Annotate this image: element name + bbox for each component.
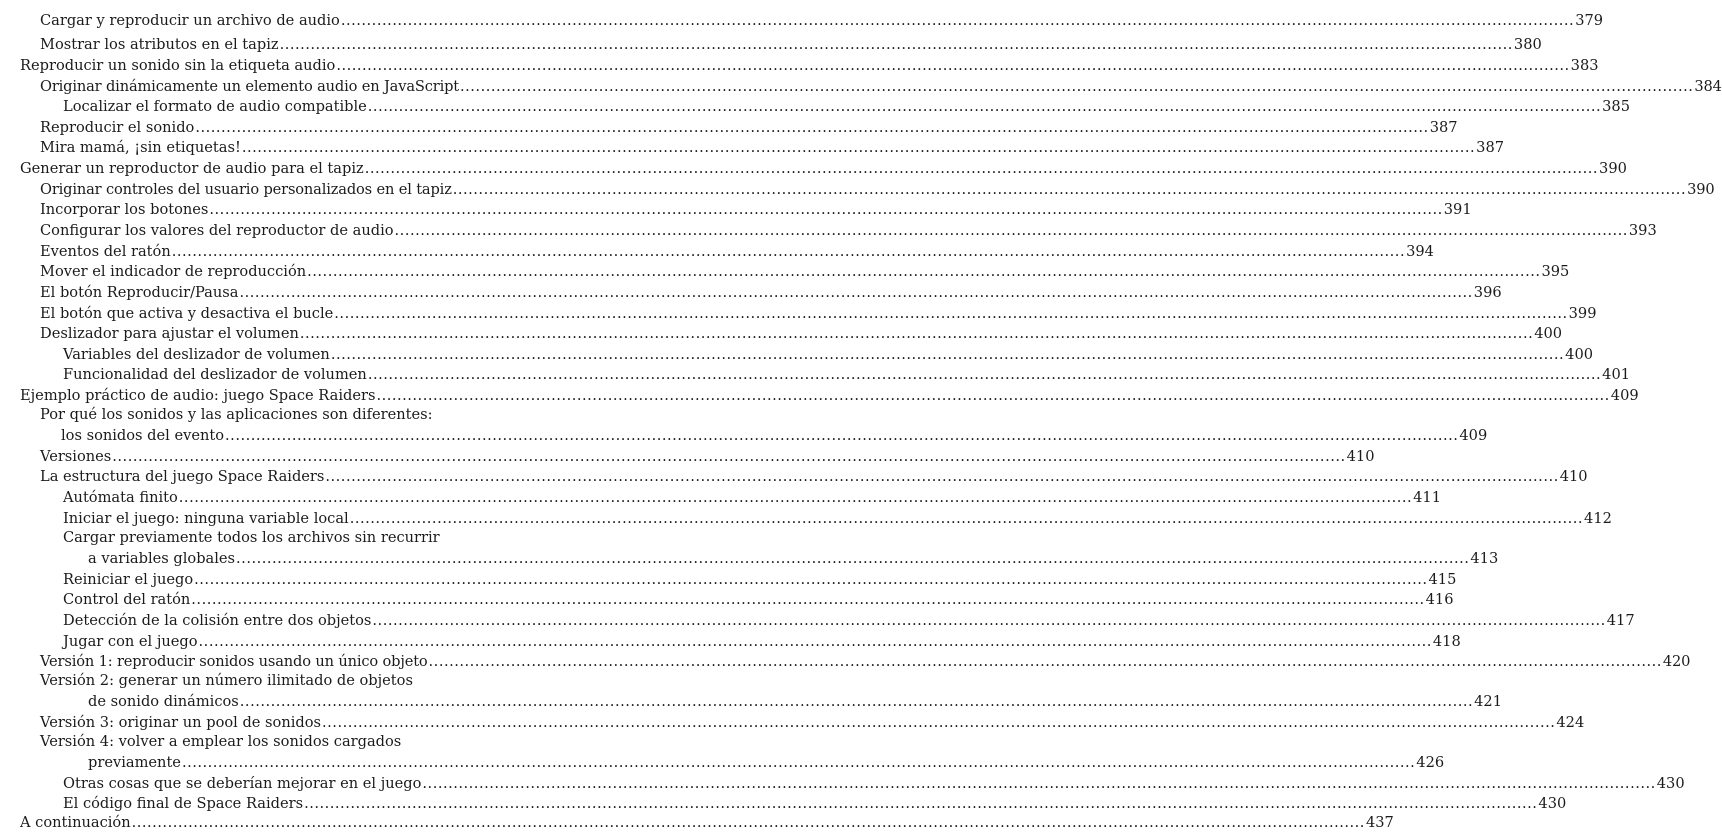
- toc-entry: [0, 221, 1657, 241]
- toc-entry-title: Iniciar el juego: ninguna variable local: [63, 510, 349, 527]
- toc-entry-page: 416: [1425, 591, 1454, 608]
- toc-entry-page: 415: [1428, 571, 1457, 588]
- toc-entry: [0, 345, 1594, 365]
- leader-dots: [453, 180, 1686, 200]
- leader-dots: [368, 97, 1601, 117]
- toc-entry-page: 393: [1628, 222, 1657, 239]
- toc-entry-title: Variables del deslizador de volumen: [63, 346, 330, 363]
- toc-entry-title: Reiniciar el juego: [63, 571, 194, 588]
- toc-entry-page: 400: [1534, 325, 1563, 342]
- toc-entry-title: Originar controles del usuario personalizados en el tapiz: [40, 181, 452, 198]
- toc-entry-page: 437: [1365, 814, 1394, 831]
- leader-dots: [395, 221, 1628, 241]
- toc-entry-page: 394: [1406, 243, 1434, 260]
- toc-entry-page: 413: [1470, 550, 1499, 567]
- toc-entry-title-continued: a variables globales: [88, 550, 236, 567]
- leader-dots: [331, 345, 1564, 365]
- toc-entry: [0, 488, 1441, 508]
- toc-entry-page: 430: [1538, 795, 1567, 812]
- leader-dots: [307, 262, 1540, 282]
- toc-entry-title: Eventos del ratón: [40, 243, 171, 260]
- toc-entry-title: Versión 2: generar un número ilimitado de objetos: [40, 672, 413, 689]
- toc-entry-title: Reproducir un sonido sin la etiqueta audio: [20, 57, 336, 74]
- toc-entry: [0, 570, 1457, 590]
- toc-entry: [0, 365, 1631, 385]
- toc-entry-title: Versión 1: reproducir sonidos usando un único objeto: [40, 653, 428, 670]
- toc-entry-title: Cargar y reproducir un archivo de audio: [40, 12, 340, 29]
- toc-entry-title: El botón Reproducir/Pausa: [40, 284, 239, 301]
- leader-dots: [195, 118, 1428, 138]
- toc-entry-page: 390: [1599, 160, 1627, 177]
- toc-entry-page: 387: [1476, 139, 1505, 156]
- toc-entry: [0, 386, 1639, 406]
- toc-entry-title: Mira mamá, ¡sin etiquetas!: [40, 139, 241, 156]
- toc-entry: [0, 426, 1488, 446]
- toc-entry-title: Por qué los sonidos y las aplicaciones son diferentes:: [40, 406, 433, 423]
- toc-entry: [0, 35, 1542, 55]
- toc-entry-title-continued: de sonido dinámicos: [88, 693, 239, 710]
- toc-entry-page: 418: [1432, 633, 1461, 650]
- leader-dots: [300, 324, 1533, 344]
- leader-dots: [239, 283, 1472, 303]
- leader-dots: [240, 692, 1473, 712]
- toc-entry-title: Cargar previamente todos los archivos sin recurrir: [63, 529, 440, 546]
- toc-entry-page: 400: [1565, 346, 1594, 363]
- toc-entry: [0, 467, 1588, 487]
- toc-entry-page: 390: [1687, 181, 1715, 198]
- toc-entry-title: Configurar los valores del reproductor de audio: [40, 222, 394, 239]
- toc-entry-page: 409: [1610, 387, 1639, 404]
- leader-dots: [242, 138, 1475, 158]
- toc-entry-page: 417: [1606, 612, 1635, 629]
- toc-entry-title: Jugar con el juego: [63, 633, 198, 650]
- leader-dots: [191, 590, 1424, 610]
- toc-entry: [0, 118, 1458, 138]
- toc-entry: [0, 774, 1685, 794]
- leader-dots: [304, 794, 1537, 814]
- toc-entry: [0, 692, 1502, 712]
- toc-entry-page: 410: [1559, 468, 1588, 485]
- toc-entry-title: Mostrar los atributos en el tapiz: [40, 36, 279, 53]
- toc-entry: [0, 509, 1612, 529]
- toc-entry: [0, 159, 1627, 179]
- toc-entry-page: 396: [1473, 284, 1502, 301]
- toc-entry: [0, 652, 1691, 672]
- toc-entry: [0, 549, 1499, 569]
- toc-entry: [0, 304, 1597, 324]
- toc-entry-title: Localizar el formato de audio compatible: [63, 98, 367, 115]
- toc-entry-page: 424: [1556, 714, 1585, 731]
- toc-entry: [0, 56, 1599, 76]
- toc-entry-wrapped: [0, 732, 620, 752]
- leader-dots: [350, 509, 1583, 529]
- toc-entry-title: Control del ratón: [63, 591, 191, 608]
- toc-entry: [0, 200, 1472, 220]
- toc-entry: [0, 632, 1461, 652]
- toc-entry: [0, 324, 1563, 344]
- toc-entry: [0, 713, 1585, 733]
- leader-dots: [334, 304, 1567, 324]
- toc-entry: [0, 590, 1454, 610]
- toc-entry-page: 420: [1662, 653, 1691, 670]
- toc-entry-title: Versiones: [40, 448, 112, 465]
- leader-dots: [172, 242, 1405, 262]
- leader-dots: [376, 386, 1609, 406]
- toc-entry-page: 421: [1474, 693, 1502, 710]
- toc-entry-page: 385: [1602, 98, 1630, 115]
- toc-entry-wrapped: [0, 671, 620, 691]
- leader-dots: [429, 652, 1662, 672]
- leader-dots: [182, 753, 1415, 773]
- toc-entry-page: 412: [1584, 510, 1612, 527]
- leader-dots: [322, 713, 1555, 733]
- leader-dots: [236, 549, 1469, 569]
- leader-dots: [372, 611, 1605, 631]
- toc-entry-page: 410: [1346, 448, 1375, 465]
- toc-entry-title: Versión 4: volver a emplear los sonidos cargados: [40, 733, 402, 750]
- toc-entry-title-continued: los sonidos del evento: [61, 427, 225, 444]
- toc-entry: [0, 138, 1505, 158]
- leader-dots: [325, 467, 1558, 487]
- toc-entry-page: 384: [1694, 78, 1722, 95]
- toc-entry-title: Originar dinámicamente un elemento audio en JavaScript: [40, 78, 460, 95]
- leader-dots: [341, 11, 1574, 31]
- toc-entry-title: Deslizador para ajustar el volumen: [40, 325, 299, 342]
- toc-entry: [0, 180, 1715, 200]
- toc-entry-title: Autómata finito: [63, 489, 178, 506]
- toc-entry-title: Generar un reproductor de audio para el tapiz: [20, 160, 364, 177]
- leader-dots: [209, 200, 1442, 220]
- toc-entry: [0, 242, 1434, 262]
- toc-entry-title: El botón que activa y desactiva el bucle: [40, 305, 334, 322]
- toc-entry-page: 387: [1429, 119, 1458, 136]
- toc-entry: [0, 283, 1502, 303]
- toc-entry: [0, 77, 1722, 97]
- toc-entry-page: 426: [1416, 754, 1445, 771]
- leader-dots: [225, 426, 1458, 446]
- toc-entry-page: 380: [1513, 36, 1542, 53]
- toc-entry: [0, 813, 1394, 833]
- leader-dots: [365, 159, 1598, 179]
- toc-entry-title: El código final de Space Raiders: [63, 795, 304, 812]
- toc-entry-title: Reproducir el sonido: [40, 119, 195, 136]
- leader-dots: [422, 774, 1655, 794]
- toc-entry: [0, 11, 1604, 31]
- toc-entry-page: 430: [1656, 775, 1685, 792]
- toc-entry: [0, 447, 1375, 467]
- toc-entry: [0, 97, 1630, 117]
- toc-entry: [0, 262, 1570, 282]
- toc-entry-title: Detección de la colisión entre dos objetos: [63, 612, 372, 629]
- toc-entry-title: Mover el indicador de reproducción: [40, 263, 307, 280]
- leader-dots: [132, 813, 1365, 833]
- toc-entry-page: 379: [1575, 12, 1604, 29]
- toc-entry-page: 391: [1443, 201, 1472, 218]
- toc-entry-wrapped: [0, 528, 643, 548]
- leader-dots: [280, 35, 1513, 55]
- leader-dots: [199, 632, 1432, 652]
- toc-entry: [0, 611, 1635, 631]
- toc-entry-title: La estructura del juego Space Raiders: [40, 468, 325, 485]
- toc-entry-title-continued: previamente: [88, 754, 181, 771]
- toc-entry-title: Otras cosas que se deberían mejorar en el juego: [63, 775, 422, 792]
- toc-entry-title: Ejemplo práctico de audio: juego Space Raiders: [20, 387, 376, 404]
- toc-entry-page: 409: [1459, 427, 1488, 444]
- toc-entry-title: Incorporar los botones: [40, 201, 209, 218]
- toc-entry-page: 383: [1570, 57, 1599, 74]
- leader-dots: [179, 488, 1412, 508]
- toc-entry-page: 399: [1568, 305, 1597, 322]
- toc-entry-title: A continuación: [20, 814, 131, 831]
- toc-entry-page: 401: [1602, 366, 1631, 383]
- toc-entry-title: Funcionalidad del deslizador de volumen: [63, 366, 367, 383]
- leader-dots: [368, 365, 1601, 385]
- toc-entry-title: Versión 3: originar un pool de sonidos: [40, 714, 322, 731]
- leader-dots: [194, 570, 1427, 590]
- leader-dots: [336, 56, 1569, 76]
- leader-dots: [112, 447, 1345, 467]
- toc-entry-page: 395: [1541, 263, 1570, 280]
- toc-entry-wrapped: [0, 405, 620, 425]
- leader-dots: [460, 77, 1693, 97]
- toc-entry-page: 411: [1413, 489, 1441, 506]
- toc-entry: [0, 753, 1445, 773]
- toc-entry: [0, 794, 1567, 814]
